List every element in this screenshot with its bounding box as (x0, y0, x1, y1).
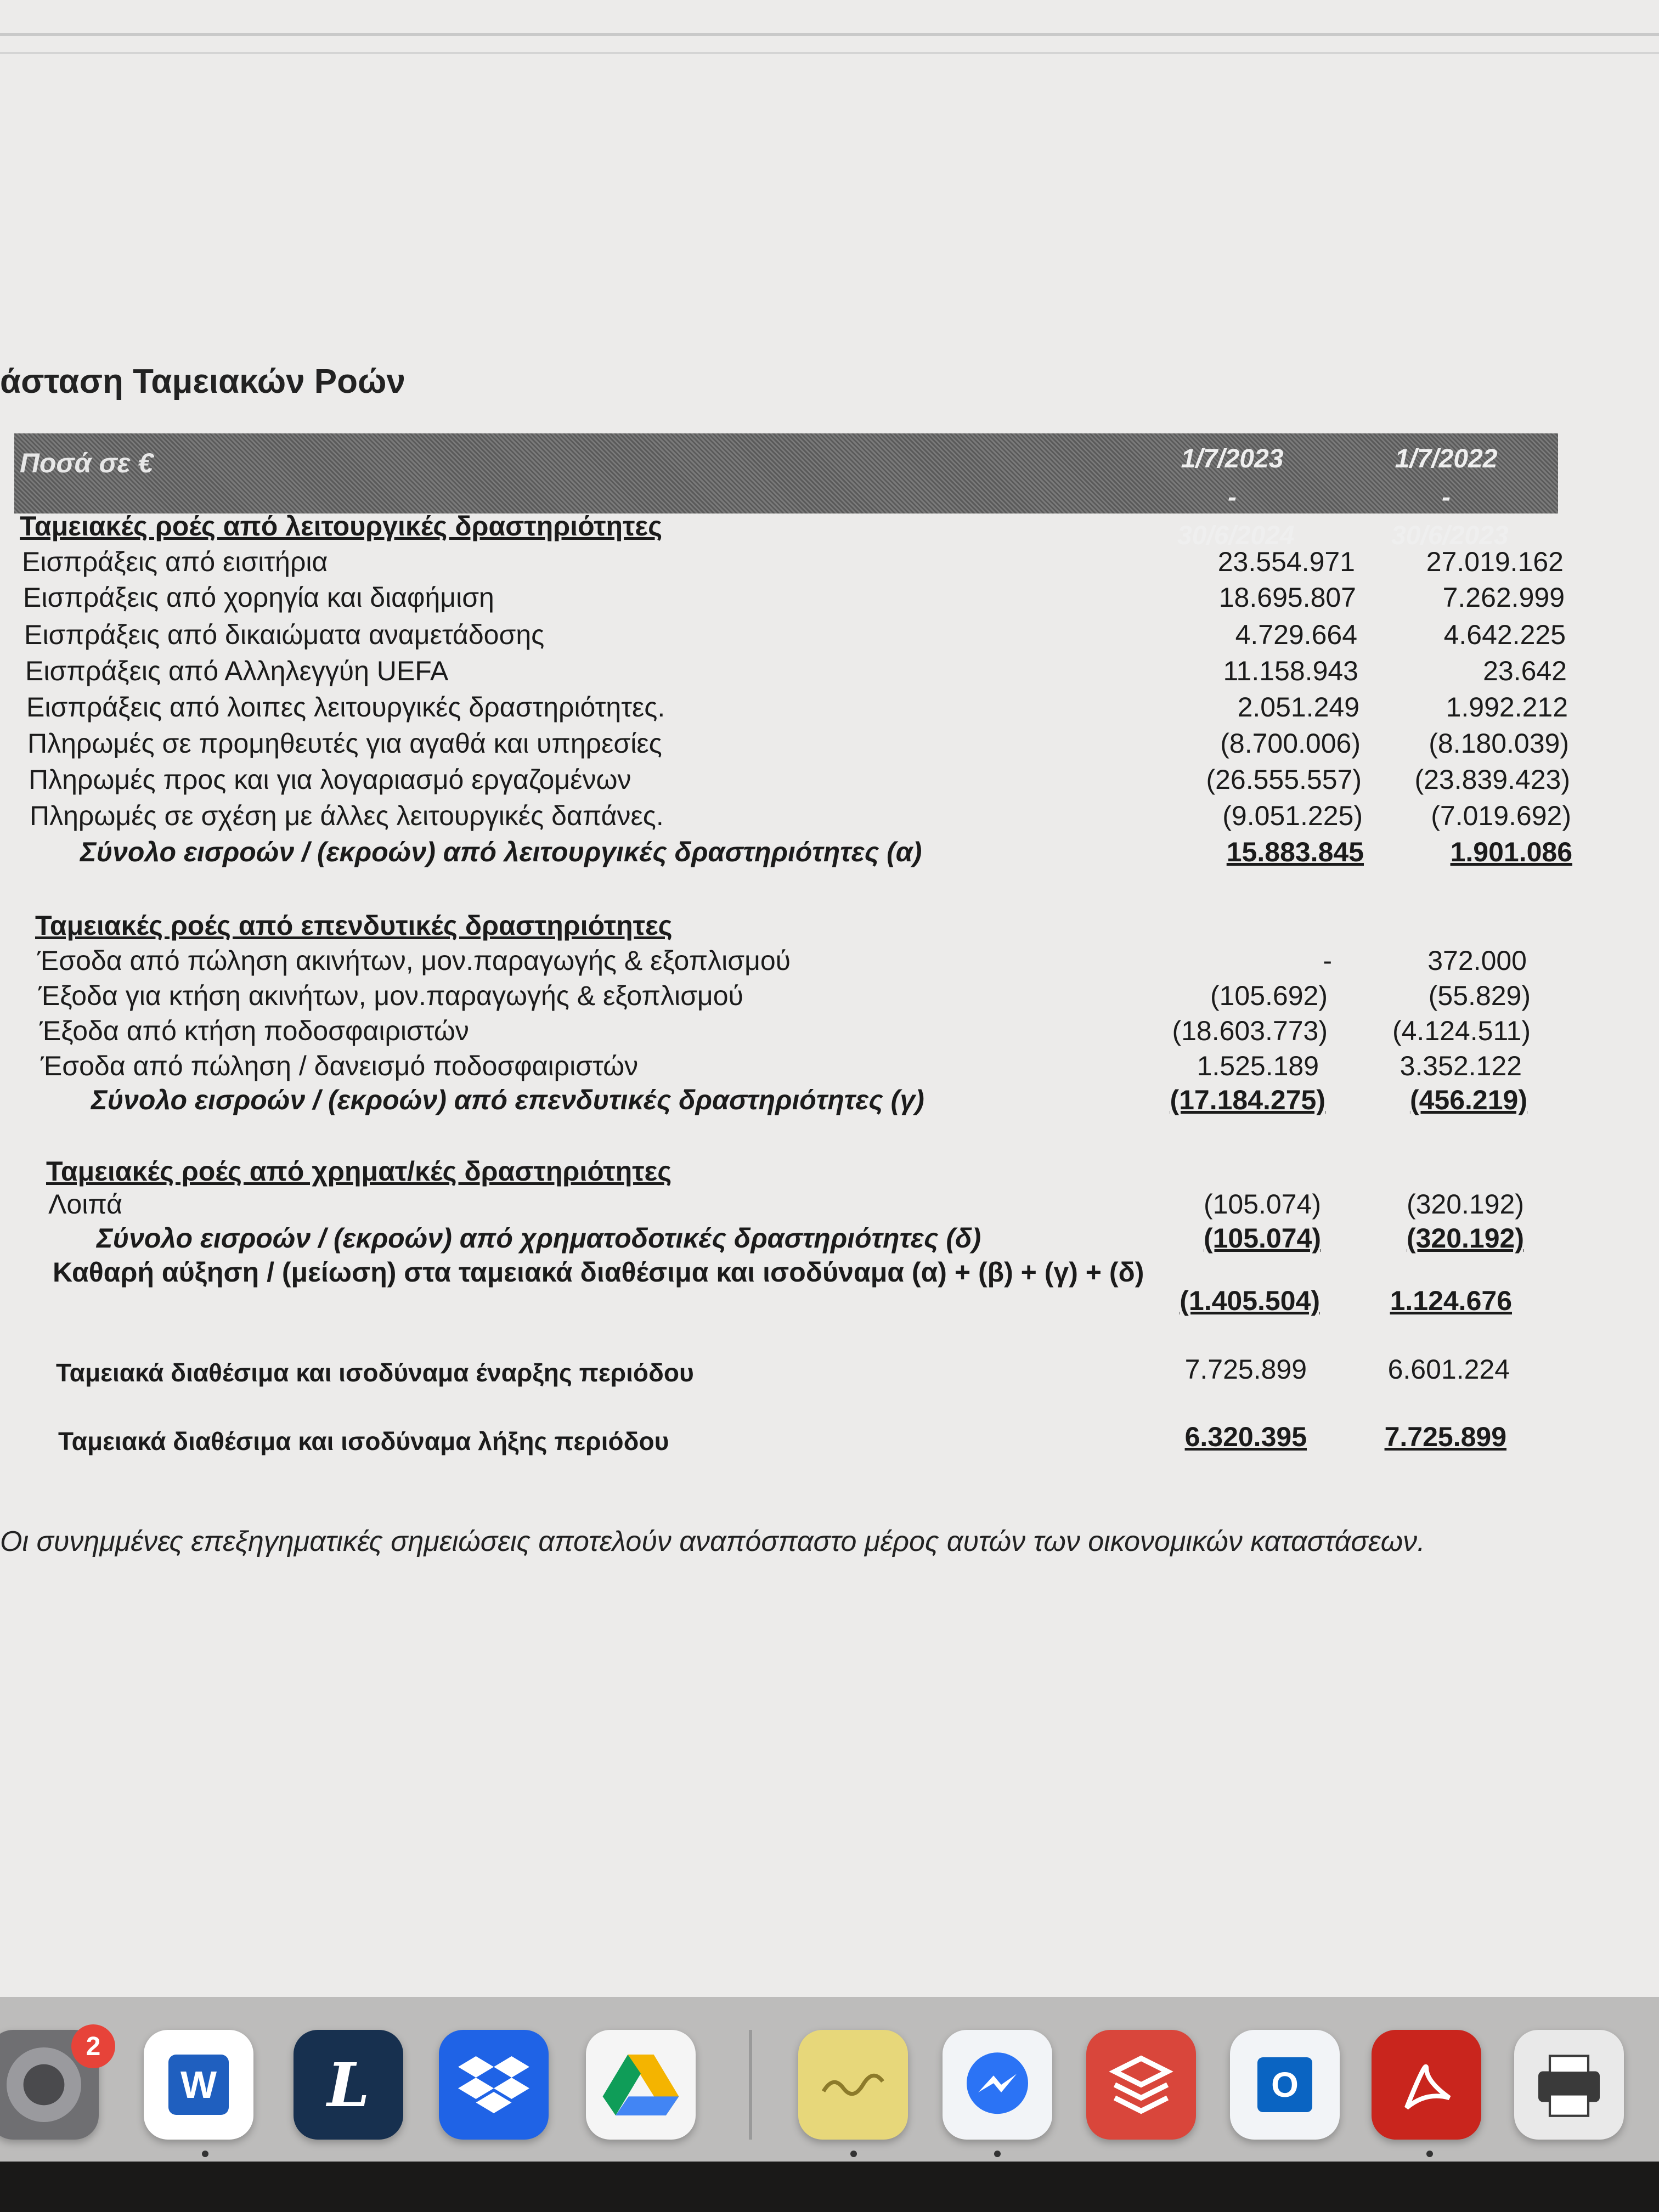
running-indicator (994, 2151, 1001, 2157)
dock (0, 2019, 1659, 2129)
script-l-icon[interactable]: L (294, 2030, 403, 2140)
document-page: άσταση Ταμειακών Ροών Ποσά σε € 1/7/2023 - 30/6/2024 1/7/2022 - 30/6/2023 Ταμειακές ροές από λειτουργικές δραστηριότητες Εισπράξεις από εισιτήρια 23.554.971 27.019.162 Εισπράξεις από χορηγία και διαφήμιση 18.695.807 7.262.999 Εισπράξεις από δικαιώματα αναμετάδοσης 4.729.664 4.642.225 Εισπράξεις από Αλληλεγγύη UEFA 11.158.943 23.642 Εισπράξεις από λοιπες λειτουργικές δραστηριότητες. 2.051.249 1.992.212 Πληρωμές σε προμηθευτές για αγαθά και υπηρεσίες (8.700.006) (8.180.039) Πληρωμές προς και για λογαριασμό εργαζομένων (26.555.557) (23.839.423) Πληρωμές σε σχέση με άλλες λειτουργικές δαπάνες. (9.051.225) (7.019.692) Σύνολο εισροών / (εκροών) από λειτουργικές δραστηριότητες (α) 15.883.845 1.901.086 Ταμειακές ροές από επενδυτικές δραστηριότητες Έσοδα από πώληση ακινήτων, μον.παραγωγής & εξοπλισμού - 372.000 Έξοδα για κτήση ακινήτων, μον.παραγωγής & εξοπλισμού (105.692) (55.829) Έξοδα από κτήση ποδοσφαιριστών (18.603.773) (4.124.511) Έσοδα από πώληση / δανεισμό ποδοσφαιριστών 1.525.189 3.352.122 Σύνολο εισροών / (εκροών) από επενδυτικές δραστηριότητες (γ) (17.184.275) (456.219) Ταμειακές ροές από χρηματ/κές δραστηριότητες Λοιπά (105.074) (320.192) Σύνολο εισροών / (εκροών) από χρηματοδοτικές δραστηριότητες (δ) (105.074) (320.192) Καθαρή αύξηση / (μείωση) στα ταμειακά διαθέσιμα και ισοδύναμα (α) + (β) + (γ) + (δ) (1.405.504) 1.124.676 Ταμειακά διαθέσιμα και ισοδύναμα έναρξης περιόδου 7.725.899 6.601.224 Ταμειακά διαθέσιμα και ισοδύναμα λήξης περιόδου 6.320.395 7.725.899 Οι συνημμένες επεξηγηματικές σημειώσεις αποτελούν αναπόσπαστο μέρος αυτών των οικονομικών καταστάσεων. (0, 363, 1572, 1558)
running-indicator (1426, 2151, 1433, 2157)
amounts-label: Ποσά σε € (20, 448, 154, 478)
running-indicator (202, 2151, 208, 2157)
statement-title: άσταση Ταμειακών Ροών (0, 363, 405, 400)
word-icon[interactable]: W (144, 2030, 253, 2140)
period-header-current: 1/7/2023 - 30/6/2024 (1177, 444, 1295, 550)
table-header (14, 433, 1558, 550)
outlook-icon[interactable]: O (1230, 2030, 1340, 2140)
notes-icon[interactable] (798, 2030, 908, 2140)
messenger-icon[interactable] (943, 2030, 1052, 2140)
todoist-icon[interactable] (1086, 2030, 1196, 2140)
period-header-prior: 1/7/2022 - 30/6/2023 (1391, 444, 1509, 550)
dropbox-icon[interactable] (439, 2030, 549, 2140)
screen-bezel (0, 2162, 1659, 2212)
acrobat-icon[interactable] (1372, 2030, 1481, 2140)
footnote: Οι συνημμένες επεξηγηματικές σημειώσεις αποτελούν αναπόσπαστο μέρος αυτών των οικονομικών καταστάσεων. (0, 1526, 1425, 1558)
printer-icon[interactable] (1514, 2030, 1624, 2140)
notification-badge: 2 (71, 2024, 115, 2068)
running-indicator (850, 2151, 857, 2157)
google-drive-icon[interactable] (586, 2030, 696, 2140)
system-settings-icon[interactable] (0, 2030, 99, 2140)
